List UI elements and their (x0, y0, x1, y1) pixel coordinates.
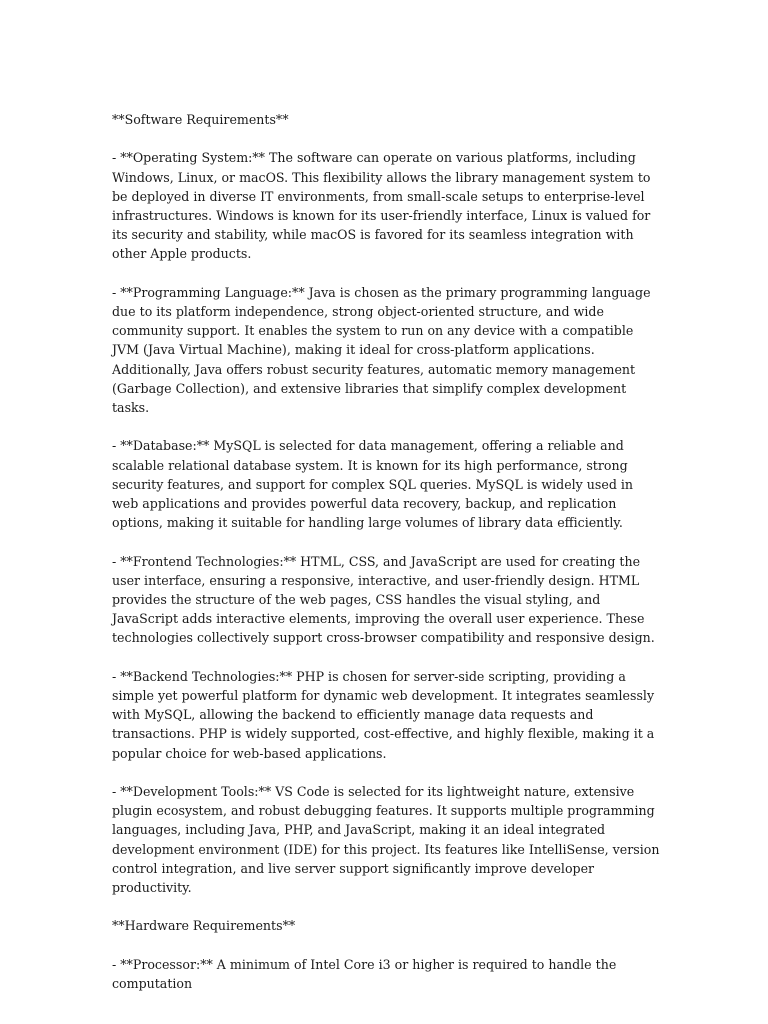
document-body (112, 110, 660, 1012)
paragraph-programming-language: - **Programming Language:** Java is chosen as the primary programming language due to its platform independence, strong object-oriented structure, and wide community support. It enables the system to run on any device with a compatible JVM (Java Virtual Machine), making it ideal for cross-platform applications. Additionally, Java offers robust security features, automatic memory management (Garbage Collection), and extensive libraries that simplify complex development tasks. (112, 284, 651, 416)
paragraph-operating-system: - **Operating System:** The software can operate on various platforms, including Windows, Linux, or macOS. This flexibility allows the library management system to be deployed in diverse IT environments, from small-scale setups to enterprise-level infrastructures. Windows is known for its user-friendly interface, Linux is valued for its security and stability, while macOS is favored for its seamless integration with other Apple products. (112, 150, 651, 262)
paragraph-database: - **Database:** MySQL is selected for data management, offering a reliable and scalable relational database system. It is known for its high performance, strong security features, and support for complex SQL queries. MySQL is widely used in web applications and provides powerful data recovery, backup, and replication options, making it suitable for handling large volumes of library data efficiently. (112, 438, 634, 531)
section-heading-software: **Software Requirements** (112, 112, 289, 127)
paragraph-frontend: - **Frontend Technologies:** HTML, CSS, and JavaScript are used for creating the user interface, ensuring a responsive, interactive, and user-friendly design. HTML provides the structure of the web pages, CSS handles the visual styling, and JavaScript adds interactive elements, improving the overall user experience. These technologies collectively support cross-browser compatibility and responsive design. (112, 553, 655, 646)
paragraph-backend: - **Backend Technologies:** PHP is chosen for server-side scripting, providing a simple yet powerful platform for dynamic web development. It integrates seamlessly with MySQL, allowing the backend to efficiently manage data requests and transactions. PHP is widely supported, cost-effective, and highly flexible, making it a popular choice for web-based applications. (112, 668, 655, 761)
section-heading-hardware: **Hardware Requirements** (112, 918, 296, 934)
paragraph-development-tools: - **Development Tools:** VS Code is selected for its lightweight nature, extensive plugin ecosystem, and robust debugging features. It supports multiple programming languages, including Java, PHP, and JavaScript, making it an ideal integrated development environment (IDE) for this project. Its features like IntelliSense, version control integration, and live server support significantly improve developer productivity. (112, 784, 660, 896)
paragraph-processor: - **Processor:** A minimum of Intel Core i3 or higher is required to handle the computation (112, 956, 617, 992)
